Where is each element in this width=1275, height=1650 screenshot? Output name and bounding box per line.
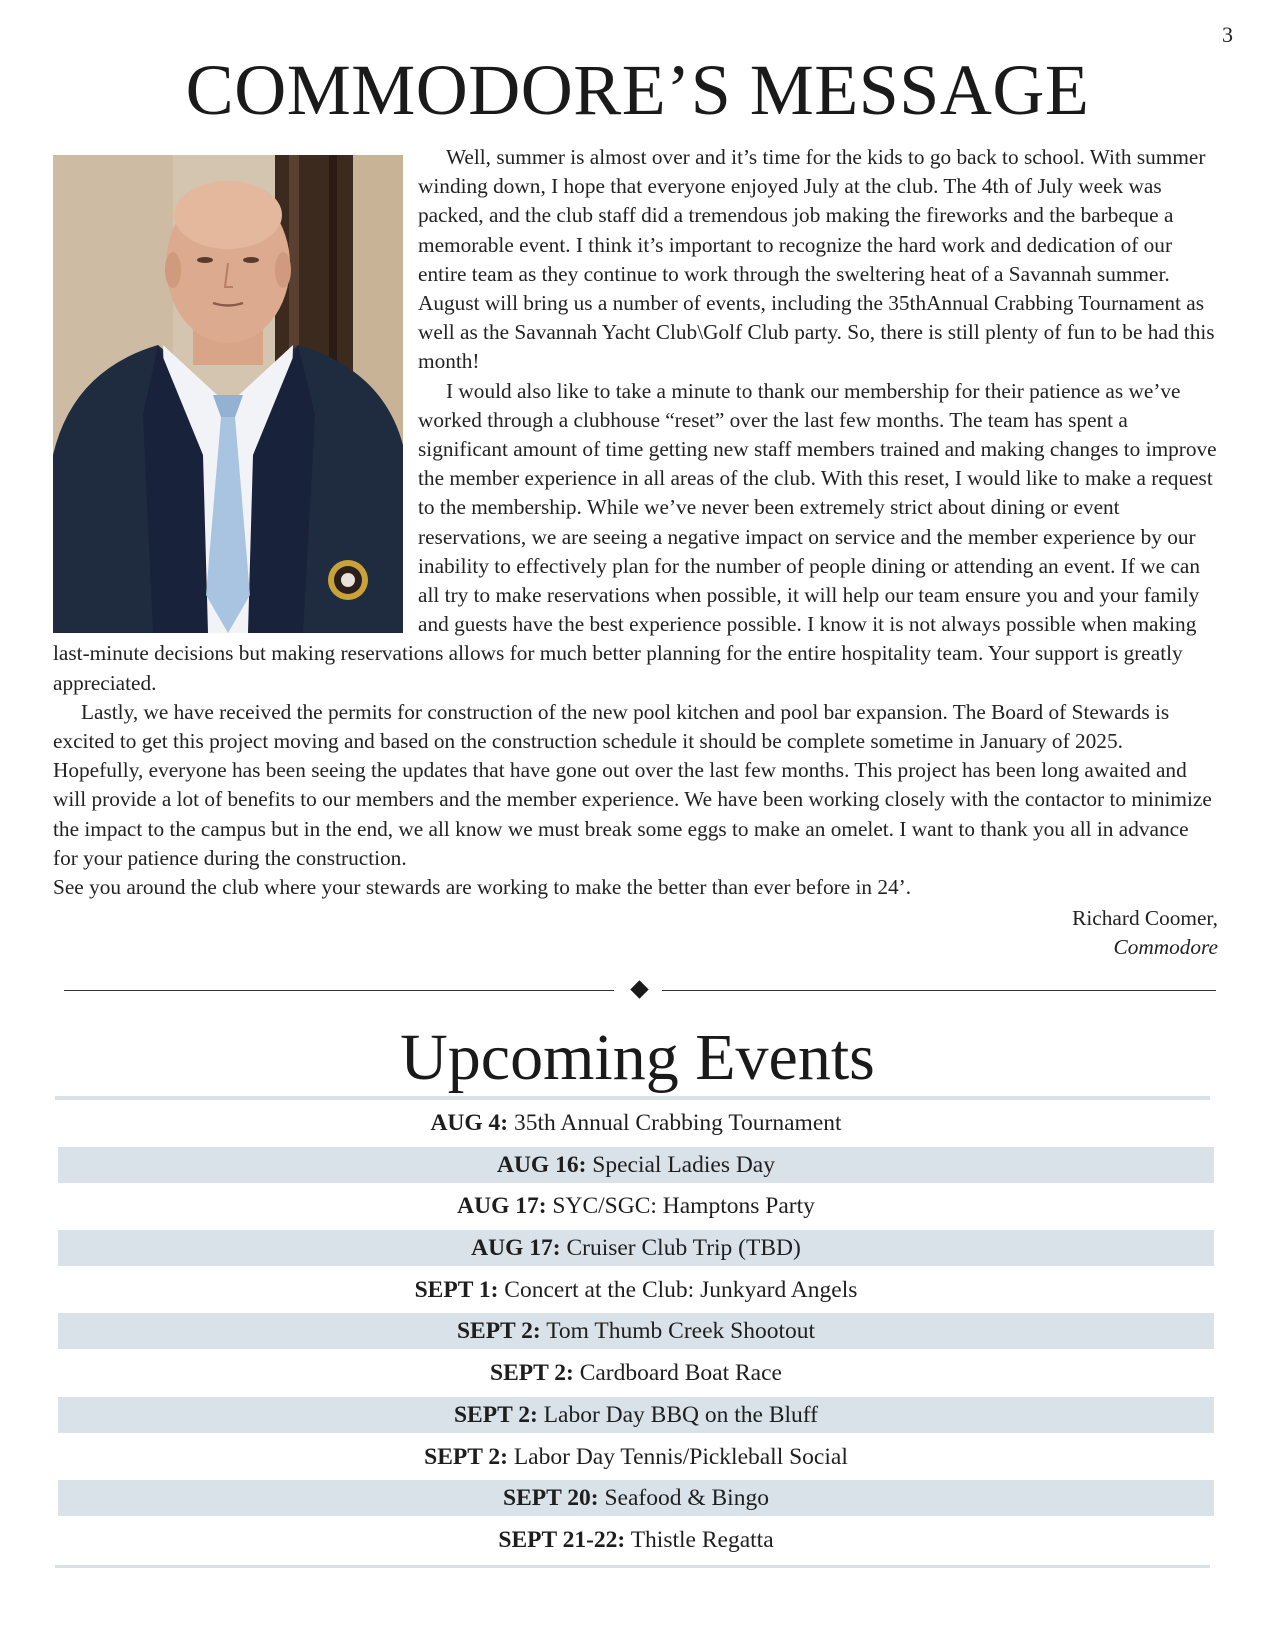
commodore-message	[53, 143, 1218, 963]
diamond-icon	[630, 980, 648, 998]
event-item	[58, 1313, 1214, 1349]
events-list	[58, 1105, 1214, 1564]
event-date: AUG 17:	[457, 1193, 547, 1220]
event-date: SEPT 2:	[453, 1401, 538, 1428]
event-item	[58, 1105, 1214, 1141]
event-name: Labor Day Tennis/Pickleball Social	[513, 1443, 848, 1470]
events-rule-top	[55, 1096, 1210, 1100]
event-name: Labor Day BBQ on the Bluff	[543, 1401, 819, 1428]
event-name: Seafood & Bingo	[604, 1485, 769, 1512]
event-name: Cruiser Club Trip (TBD)	[566, 1235, 801, 1262]
event-item	[58, 1230, 1214, 1266]
event-name: Cardboard Boat Race	[579, 1360, 782, 1387]
event-date: SEPT 1:	[414, 1276, 499, 1303]
event-name: SYC/SGC: Hamptons Party	[552, 1193, 815, 1220]
event-item	[58, 1522, 1214, 1558]
event-name: Tom Thumb Creek Shootout	[546, 1318, 816, 1345]
event-name: 35th Annual Crabbing Tournament	[514, 1110, 842, 1136]
message-paragraph: Well, summer is almost over and it’s time for the kids to go back to school. With summer winding down, I hope that everyone enjoyed July at the club. The 4th of July week was packed, and the club staff did a tremendous job making the fireworks and the barbeque a memorable event. I think it’s important to recognize the hard work and dedication of our entire team as they continue to work through the sweltering heat of a Savannah summer. August will bring us a number of events, including the 35thAnnual Crabbing Tournament as well as the Savannah Yacht Club\Golf Club party. So, there is still plenty of fun to be had this month!	[418, 145, 1215, 374]
divider-line-right	[662, 990, 1216, 991]
event-item	[58, 1272, 1214, 1308]
event-item	[58, 1439, 1214, 1475]
signature-role: Commodore	[1113, 935, 1218, 960]
event-name: Concert at the Club: Junkyard Angels	[504, 1276, 858, 1303]
event-name: Thistle Regatta	[630, 1526, 774, 1553]
events-title: Upcoming Events	[400, 1021, 875, 1094]
event-date: AUG 4:	[430, 1110, 509, 1136]
event-item	[58, 1480, 1214, 1516]
page-number: 3	[1222, 22, 1233, 47]
event-date: SEPT 2:	[456, 1318, 541, 1345]
message-closing: See you around the club where your stewards are working to make the better than ever before in 24’.	[53, 875, 912, 900]
event-date: SEPT 21-22:	[498, 1526, 626, 1553]
event-date: SEPT 2:	[424, 1443, 508, 1470]
section-divider	[64, 980, 1216, 1000]
event-date: AUG 16:	[496, 1151, 587, 1178]
event-name: Special Ladies Day	[592, 1151, 775, 1178]
signature	[53, 904, 1218, 962]
divider-line-left	[64, 990, 614, 991]
event-date: AUG 17:	[471, 1235, 561, 1262]
event-item	[58, 1397, 1214, 1433]
signature-name: Richard Coomer,	[1072, 906, 1218, 931]
page-title: COMMODORE’S MESSAGE	[185, 50, 1090, 130]
event-item	[58, 1147, 1214, 1183]
event-item	[58, 1355, 1214, 1391]
event-date: SEPT 20:	[503, 1485, 599, 1512]
commodore-portrait	[53, 155, 403, 633]
message-paragraph: I would also like to take a minute to thank our membership for their patience as we’ve worked through a clubhouse “reset” over the last few months. The team has spent a significant amount of time getting new staff members trained and making changes to improve the member experience in all areas of the club. With this reset, I would like to make a request to the membership. While we’ve never been extremely strict about dining or event reservations, we are seeing a negative impact on service and the member experience by our inability to effectively plan for the number of people dining or attending an event. If we can all try to make reservations when possible, it will help our team ensure you and your family and guests have the best experience possible. I know it is not always possible when making last-minute decisions but making reservations allows for much better planning for the entire hospitality team. Your support is greatly appreciated.	[53, 378, 1217, 695]
message-paragraph: Lastly, we have received the permits for construction of the new pool kitchen and pool bar expansion. The Board of Stewards is excited to get this project moving and based on the construction schedule it should be complete sometime in January of 2025. Hopefully, everyone has been seeing the updates that have gone out over the last few months. This project has been long awaited and will provide a lot of benefits to our members and the member experience. We have been working closely with the contactor to minimize the impact to the campus but in the end, we all know we must break some eggs to make an omelet. I want to thank you all in advance for your patience during the construction.	[53, 699, 1212, 870]
events-rule-bottom	[55, 1565, 1210, 1568]
event-date: SEPT 2:	[490, 1360, 574, 1387]
event-item	[58, 1188, 1214, 1224]
